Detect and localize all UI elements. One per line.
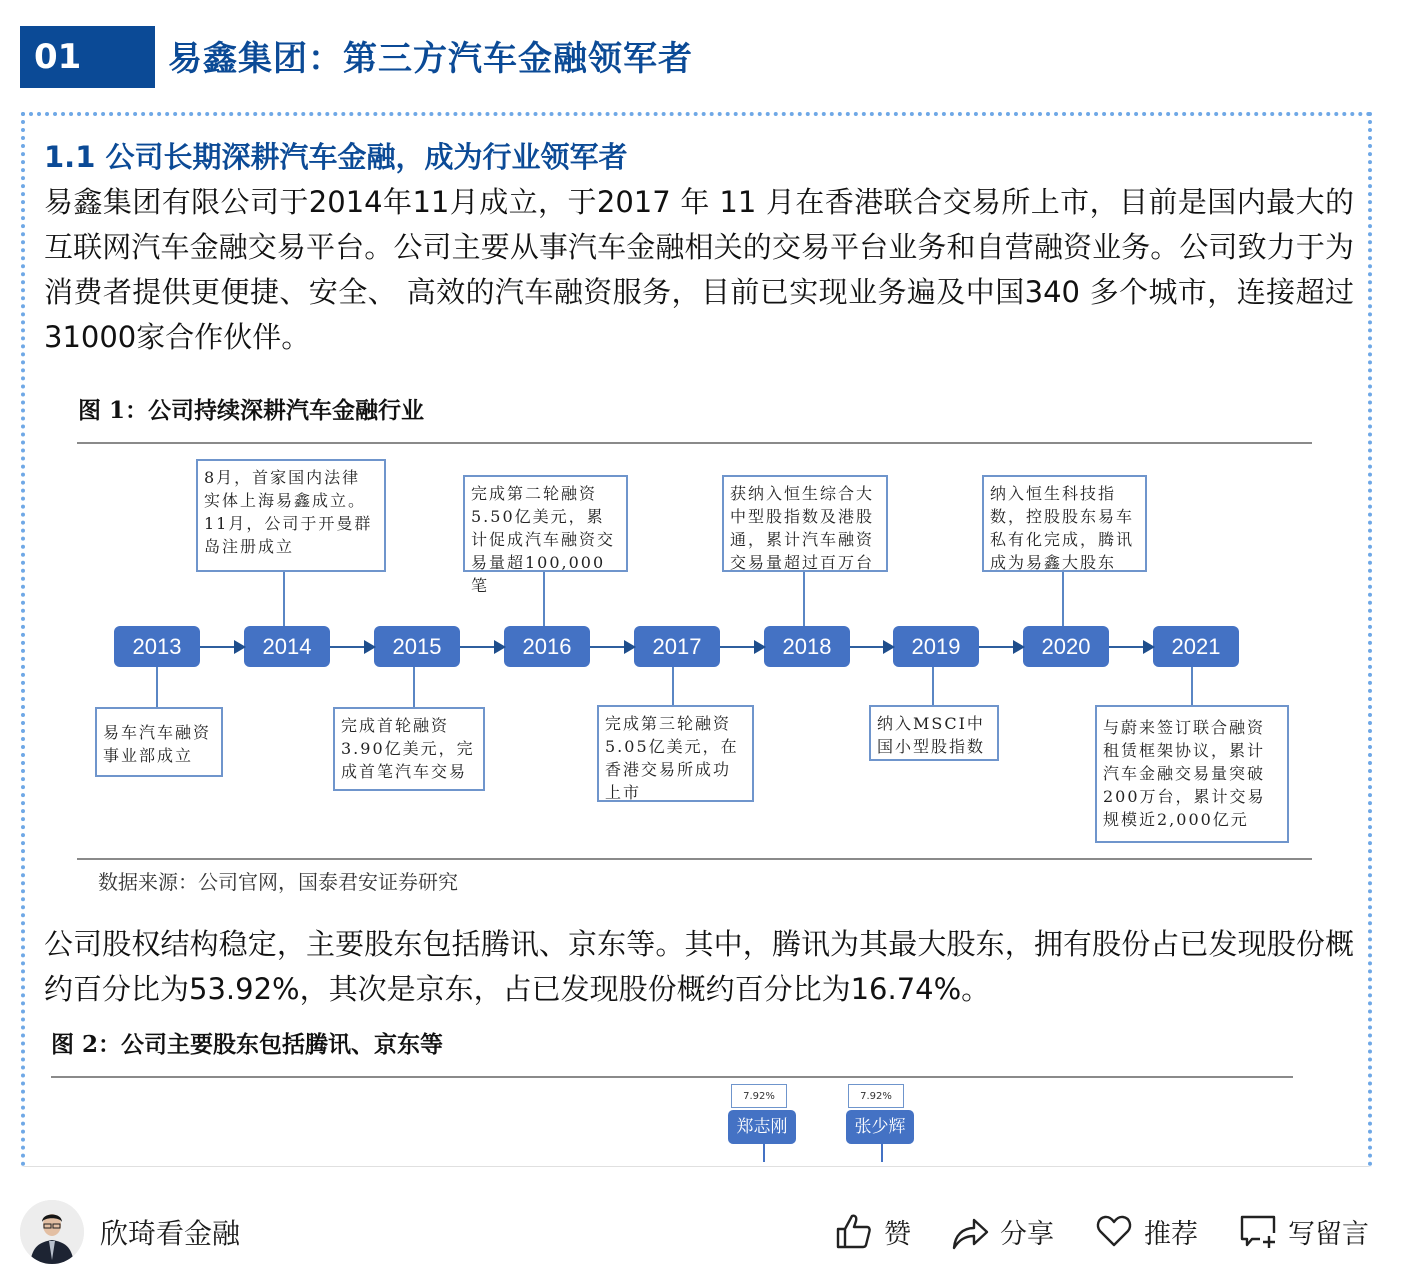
connector-line [413,667,415,708]
heart-icon [1094,1211,1134,1251]
intro-paragraph: 易鑫集团有限公司于2014年11月成立，于2017 年 11 月在香港联合交易所上市，目前是国内最大的互联网汽车金融交易平台。公司主要从事汽车金融相关的交易平台业务和自营融资业务。公司致力于为消费者提供更便捷、安全、 高效的汽车融资服务，目前已实现业务遍及中国340 多个城市，连接超过 31000家合作伙伴。 [44,185,1354,354]
figure2-title: 图 2：公司主要股东包括腾讯、京东等 [51,1031,444,1058]
section-number: 01 [20,26,155,88]
year-2018: 2018 [764,626,850,667]
year-2017: 2017 [634,626,720,667]
year-2013: 2013 [114,626,200,667]
arrow-icon [850,646,893,648]
figure1-title: 图 1：公司持续深耕汽车金融行业 [78,397,425,424]
year-2014: 2014 [244,626,330,667]
comment-button[interactable] [1238,1208,1369,1254]
note-2015: 完成首轮融资3.90亿美元，完成首笔汽车交易 [333,707,485,791]
figure1-source: 数据来源：公司官网，国泰君安证券研究 [98,870,458,894]
connector-line [881,1144,883,1162]
comment-label: 写留言 [1288,1218,1369,1250]
year-2021: 2021 [1153,626,1239,667]
arrow-icon [590,646,634,648]
share-button[interactable] [950,1208,1054,1254]
arrow-icon [979,646,1023,648]
connector-line [1062,571,1064,626]
year-2019: 2019 [893,626,979,667]
avatar[interactable] [20,1200,84,1264]
recommend-label: 推荐 [1144,1218,1198,1250]
note-2018: 获纳入恒生综合大中型股指数及港股通，累计汽车融资交易量超过百万台 [722,475,888,572]
recommend-button[interactable] [1094,1208,1198,1254]
avatar-photo-icon [20,1200,84,1264]
note-2017: 完成第三轮融资5.05亿美元，在香港交易所成功上市 [597,705,754,802]
arrow-icon [1109,646,1153,648]
holder-box: 郑志刚 [728,1110,796,1144]
holder-pct: 7.92% [731,1084,787,1108]
share-label: 分享 [1000,1218,1054,1250]
figure1-bottom-rule [77,858,1312,860]
arrow-icon [720,646,764,648]
subsection-title: 1.1 公司长期深耕汽车金融，成为行业领军者 [44,140,628,174]
connector-line [543,571,545,626]
shareholder-paragraph: 公司股权结构稳定，主要股东包括腾讯、京东等。其中，腾讯为其最大股东，拥有股份占已发现股份概约百分比为53.92%，其次是京东，占已发现股份概约百分比为16.74%。 [44,927,1354,1006]
note-2014: 8月，首家国内法律实体上海易鑫成立。11月，公司于开曼群岛注册成立 [196,459,386,572]
note-2020: 纳入恒生科技指数，控股股东易车私有化完成，腾讯成为易鑫大股东 [982,475,1147,572]
author-name[interactable]: 欣琦看金融 [100,1217,241,1250]
connector-line [932,667,934,707]
connector-line [283,571,285,626]
note-2019: 纳入MSCI中国小型股指数 [869,705,999,761]
like-label: 赞 [884,1218,911,1250]
connector-line [803,571,805,626]
holder-box: 张少辉 [846,1110,914,1144]
comment-add-icon [1238,1211,1278,1251]
connector-line [156,667,158,707]
holder-pct: 7.92% [848,1084,904,1108]
connector-line [672,667,674,707]
section-title: 易鑫集团：第三方汽车金融领军者 [168,39,693,79]
like-button[interactable] [834,1208,911,1254]
thumbs-up-icon [834,1211,874,1251]
arrow-icon [330,646,374,648]
figure1-top-rule [77,442,1312,444]
year-2015: 2015 [374,626,460,667]
note-2013: 易车汽车融资事业部成立 [95,707,223,777]
share-arrow-icon [950,1211,990,1251]
figure2-top-rule [51,1076,1293,1078]
arrow-icon [460,646,504,648]
note-2016: 完成第二轮融资5.50亿美元，累计促成汽车融资交易量超100,000笔 [463,475,628,572]
year-2016: 2016 [504,626,590,667]
year-2020: 2020 [1023,626,1109,667]
arrow-icon [200,646,244,648]
connector-line [1191,667,1193,706]
connector-line [763,1144,765,1162]
note-2021: 与蔚来签订联合融资租赁框架协议，累计汽车金融交易量突破200万台，累计交易规模近2,000亿元 [1095,705,1289,843]
